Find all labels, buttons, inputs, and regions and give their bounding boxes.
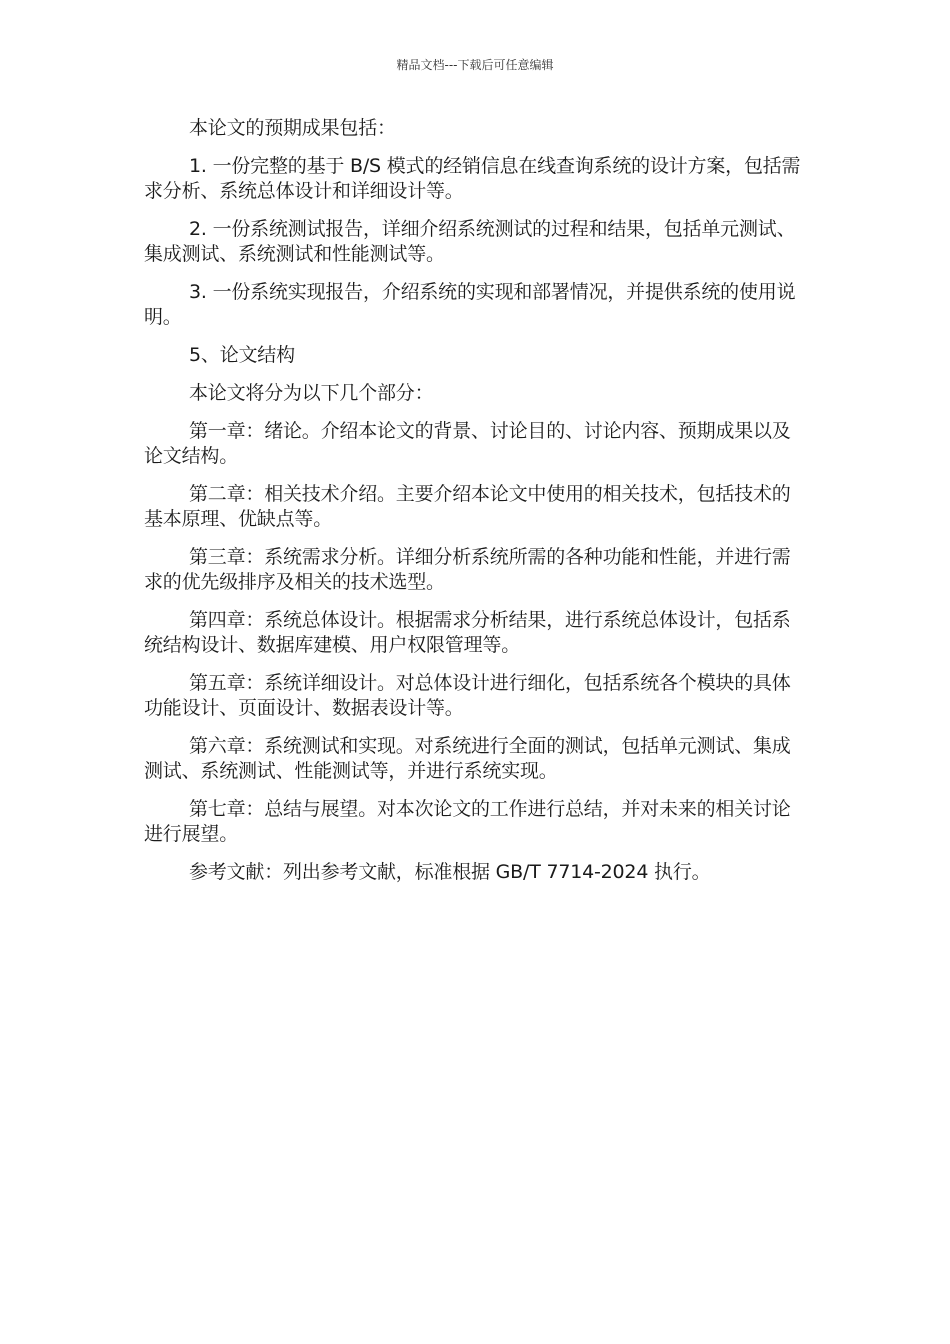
paragraph-result-2: 2. 一份系统测试报告，详细介绍系统测试的过程和结果，包括单元测试、集成测试、系统测试和性能测试等。 [144, 218, 796, 265]
paragraph-chapter-4: 第四章：系统总体设计。根据需求分析结果，进行系统总体设计，包括系统结构设计、数据库建模、用户权限管理等。 [144, 609, 791, 656]
page-header: 精品文档---下载后可任意编辑 [396, 58, 554, 72]
paragraph-structure-intro: 本论文将分为以下几个部分： [189, 382, 434, 404]
paragraph-expected-results-intro: 本论文的预期成果包括： [189, 117, 396, 139]
paragraph-chapter-6: 第六章：系统测试和实现。对系统进行全面的测试，包括单元测试、集成测试、系统测试、性能测试等，并进行系统实现。 [144, 735, 791, 782]
paragraph-chapter-7: 第七章：总结与展望。对本次论文的工作进行总结，并对未来的相关讨论进行展望。 [144, 798, 791, 845]
paragraph-result-3: 3. 一份系统实现报告，介绍系统的实现和部署情况，并提供系统的使用说明。 [144, 281, 796, 328]
paragraph-chapter-2: 第二章：相关技术介绍。主要介绍本论文中使用的相关技术，包括技术的基本原理、优缺点等。 [144, 483, 791, 530]
section-heading-structure: 5、论文结构 [189, 344, 295, 366]
document-body [144, 116, 802, 898]
paragraph-result-1: 1. 一份完整的基于 B/S 模式的经销信息在线查询系统的设计方案，包括需求分析、系统总体设计和详细设计等。 [144, 155, 801, 202]
paragraph-references: 参考文献：列出参考文献，标准根据 GB/T 7714-2024 执行。 [189, 861, 711, 883]
paragraph-chapter-1: 第一章：绪论。介绍本论文的背景、讨论目的、讨论内容、预期成果以及论文结构。 [144, 420, 791, 467]
paragraph-chapter-3: 第三章：系统需求分析。详细分析系统所需的各种功能和性能，并进行需求的优先级排序及相关的技术选型。 [144, 546, 791, 593]
paragraph-chapter-5: 第五章：系统详细设计。对总体设计进行细化，包括系统各个模块的具体功能设计、页面设计、数据表设计等。 [144, 672, 791, 719]
